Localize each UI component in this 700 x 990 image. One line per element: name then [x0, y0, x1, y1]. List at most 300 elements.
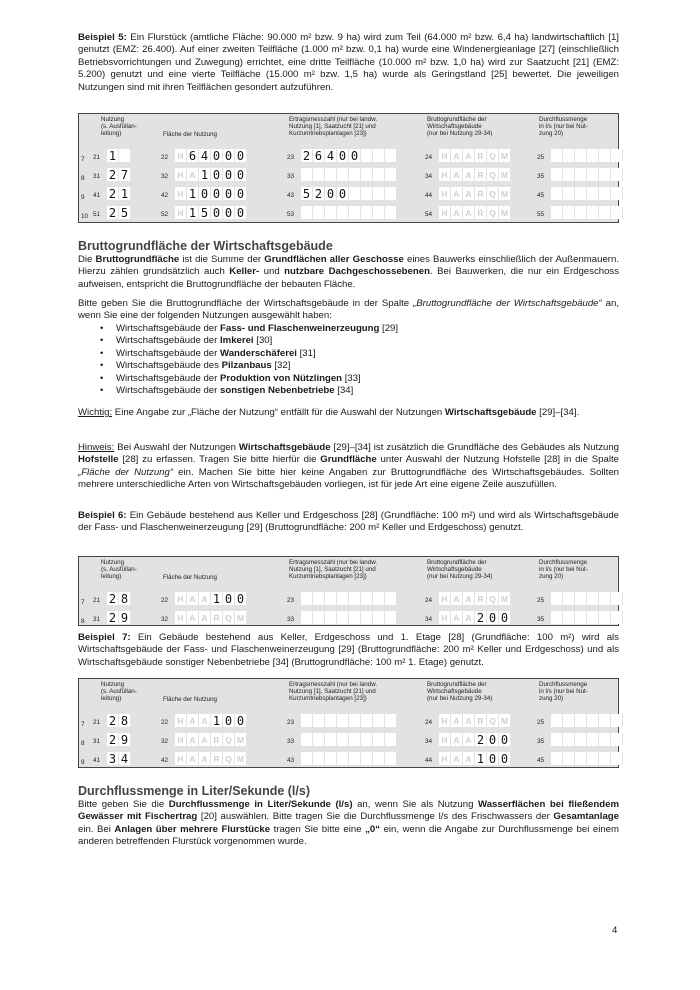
digit-box[interactable] [337, 168, 349, 181]
digit-box[interactable]: R [211, 752, 223, 765]
digit-box[interactable]: A [199, 752, 211, 765]
digit-box[interactable]: Q [223, 611, 235, 624]
digit-box[interactable] [313, 611, 325, 624]
digit-box[interactable]: 2 [107, 592, 119, 605]
digit-box[interactable] [337, 733, 349, 746]
digit-box[interactable]: 2 [475, 611, 487, 624]
bruttogrundflaeche-input[interactable] [439, 752, 511, 765]
digit-box[interactable]: 2 [107, 714, 119, 727]
digit-box[interactable]: H [175, 206, 187, 219]
digit-box[interactable]: Q [487, 168, 499, 181]
digit-box[interactable]: 0 [325, 187, 337, 200]
digit-box[interactable] [385, 149, 397, 162]
bruttogrundflaeche-input[interactable] [439, 187, 511, 200]
flaeche-input[interactable] [175, 187, 247, 200]
flaeche-input[interactable] [175, 168, 247, 181]
digit-box[interactable]: A [187, 592, 199, 605]
digit-box[interactable]: 2 [475, 733, 487, 746]
digit-box[interactable] [373, 149, 385, 162]
digit-box[interactable] [575, 733, 587, 746]
digit-box[interactable]: M [499, 168, 511, 181]
digit-box[interactable]: A [187, 752, 199, 765]
digit-box[interactable]: M [499, 714, 511, 727]
digit-box[interactable] [337, 592, 349, 605]
digit-box[interactable] [361, 592, 373, 605]
digit-box[interactable]: 9 [119, 611, 131, 624]
durchflussmenge-input[interactable] [551, 611, 623, 624]
flaeche-input[interactable] [175, 149, 247, 162]
digit-box[interactable]: Q [487, 149, 499, 162]
digit-box[interactable]: 4 [119, 752, 131, 765]
digit-box[interactable]: 9 [119, 733, 131, 746]
digit-box[interactable] [587, 752, 599, 765]
digit-box[interactable] [611, 206, 623, 219]
digit-box[interactable] [611, 187, 623, 200]
digit-box[interactable] [551, 187, 563, 200]
digit-box[interactable] [563, 206, 575, 219]
digit-box[interactable]: H [175, 187, 187, 200]
digit-box[interactable] [611, 168, 623, 181]
bruttogrundflaeche-input[interactable] [439, 733, 511, 746]
ertragsmesszahl-input[interactable] [301, 714, 397, 727]
digit-box[interactable]: 0 [223, 168, 235, 181]
digit-box[interactable]: H [439, 733, 451, 746]
digit-box[interactable] [361, 187, 373, 200]
digit-box[interactable]: 2 [107, 168, 119, 181]
digit-box[interactable]: R [475, 206, 487, 219]
digit-box[interactable] [587, 187, 599, 200]
digit-box[interactable] [551, 206, 563, 219]
digit-box[interactable]: A [463, 206, 475, 219]
digit-box[interactable]: 2 [107, 733, 119, 746]
digit-box[interactable]: 0 [223, 149, 235, 162]
digit-box[interactable] [599, 611, 611, 624]
digit-box[interactable]: H [175, 592, 187, 605]
digit-box[interactable] [301, 168, 313, 181]
digit-box[interactable] [587, 733, 599, 746]
digit-box[interactable]: M [235, 752, 247, 765]
digit-box[interactable] [611, 149, 623, 162]
digit-box[interactable] [551, 714, 563, 727]
digit-box[interactable] [575, 206, 587, 219]
digit-box[interactable]: 0 [235, 206, 247, 219]
nutzung-input[interactable] [107, 733, 131, 746]
ertragsmesszahl-input[interactable] [301, 752, 397, 765]
digit-box[interactable]: R [475, 187, 487, 200]
digit-box[interactable] [563, 592, 575, 605]
digit-box[interactable]: A [451, 168, 463, 181]
digit-box[interactable]: 0 [223, 206, 235, 219]
digit-box[interactable] [563, 733, 575, 746]
digit-box[interactable]: 0 [337, 149, 349, 162]
digit-box[interactable] [325, 206, 337, 219]
digit-box[interactable] [325, 714, 337, 727]
digit-box[interactable]: 0 [235, 714, 247, 727]
digit-box[interactable] [385, 752, 397, 765]
digit-box[interactable]: 1 [475, 752, 487, 765]
digit-box[interactable] [301, 592, 313, 605]
digit-box[interactable] [385, 611, 397, 624]
digit-box[interactable] [313, 206, 325, 219]
digit-box[interactable] [349, 733, 361, 746]
digit-box[interactable] [361, 149, 373, 162]
durchflussmenge-input[interactable] [551, 149, 623, 162]
digit-box[interactable]: 4 [199, 149, 211, 162]
digit-box[interactable]: 5 [301, 187, 313, 200]
digit-box[interactable] [373, 206, 385, 219]
digit-box[interactable] [575, 149, 587, 162]
digit-box[interactable] [551, 733, 563, 746]
digit-box[interactable] [575, 168, 587, 181]
flaeche-input[interactable] [175, 592, 247, 605]
digit-box[interactable] [301, 206, 313, 219]
digit-box[interactable] [551, 752, 563, 765]
digit-box[interactable] [325, 752, 337, 765]
digit-box[interactable] [349, 206, 361, 219]
digit-box[interactable]: 4 [325, 149, 337, 162]
digit-box[interactable]: A [451, 187, 463, 200]
ertragsmesszahl-input[interactable] [301, 592, 397, 605]
digit-box[interactable] [551, 149, 563, 162]
digit-box[interactable] [361, 206, 373, 219]
digit-box[interactable] [611, 611, 623, 624]
digit-box[interactable]: H [439, 187, 451, 200]
digit-box[interactable] [349, 752, 361, 765]
durchflussmenge-input[interactable] [551, 187, 623, 200]
digit-box[interactable]: 0 [223, 714, 235, 727]
digit-box[interactable] [119, 149, 131, 162]
digit-box[interactable]: R [211, 733, 223, 746]
digit-box[interactable] [575, 611, 587, 624]
digit-box[interactable]: M [235, 733, 247, 746]
wichtig-note: Wichtig: Eine Angabe zur „Fläche der Nutzung“ entfällt für die Auswahl der Nutzungen Wirtschaftsgebäude [29]–[34]. [78, 407, 580, 418]
bruttogrundflaeche-input[interactable] [439, 714, 511, 727]
digit-box[interactable] [325, 592, 337, 605]
digit-box[interactable]: 6 [313, 149, 325, 162]
digit-box[interactable]: A [199, 714, 211, 727]
digit-box[interactable]: 1 [187, 187, 199, 200]
digit-box[interactable]: A [463, 611, 475, 624]
digit-box[interactable]: A [463, 733, 475, 746]
digit-box[interactable]: 0 [487, 611, 499, 624]
digit-box[interactable] [385, 733, 397, 746]
digit-box[interactable] [611, 714, 623, 727]
digit-box[interactable]: 0 [235, 187, 247, 200]
durchflussmenge-input[interactable] [551, 592, 623, 605]
digit-box[interactable]: H [439, 752, 451, 765]
digit-box[interactable] [587, 206, 599, 219]
digit-box[interactable]: A [451, 733, 463, 746]
bruttogrundflaeche-input[interactable] [439, 149, 511, 162]
digit-box[interactable]: A [451, 206, 463, 219]
digit-box[interactable]: Q [223, 752, 235, 765]
digit-box[interactable] [373, 187, 385, 200]
digit-box[interactable]: 3 [107, 752, 119, 765]
digit-box[interactable] [361, 714, 373, 727]
digit-box[interactable]: 0 [211, 187, 223, 200]
digit-box[interactable]: 0 [487, 733, 499, 746]
digit-box[interactable]: 2 [313, 187, 325, 200]
digit-box[interactable]: R [475, 168, 487, 181]
digit-box[interactable]: H [439, 611, 451, 624]
ertragsmesszahl-input[interactable] [301, 206, 397, 219]
flaeche-input[interactable] [175, 206, 247, 219]
digit-box[interactable]: 0 [499, 611, 511, 624]
field-code: 25 [537, 597, 545, 604]
durchflussmenge-input[interactable] [551, 206, 623, 219]
digit-box[interactable] [385, 168, 397, 181]
digit-box[interactable]: 7 [119, 168, 131, 181]
digit-box[interactable] [563, 714, 575, 727]
digit-box[interactable]: A [187, 611, 199, 624]
digit-box[interactable]: M [235, 611, 247, 624]
digit-box[interactable] [563, 752, 575, 765]
digit-box[interactable]: 5 [199, 206, 211, 219]
digit-box[interactable] [587, 592, 599, 605]
digit-box[interactable]: 0 [223, 187, 235, 200]
digit-box[interactable]: Q [487, 714, 499, 727]
flaeche-input[interactable] [175, 752, 247, 765]
digit-box[interactable] [325, 168, 337, 181]
ertragsmesszahl-input[interactable] [301, 187, 397, 200]
nutzung-input[interactable] [107, 168, 131, 181]
digit-box[interactable]: 0 [499, 752, 511, 765]
digit-box[interactable]: A [451, 611, 463, 624]
digit-box[interactable] [385, 714, 397, 727]
digit-box[interactable] [361, 752, 373, 765]
digit-box[interactable]: A [451, 714, 463, 727]
digit-box[interactable]: R [475, 592, 487, 605]
digit-box[interactable]: 0 [337, 187, 349, 200]
durchflussmenge-input[interactable] [551, 714, 623, 727]
digit-box[interactable]: A [187, 168, 199, 181]
digit-box[interactable] [373, 714, 385, 727]
digit-box[interactable]: Q [487, 592, 499, 605]
digit-box[interactable] [611, 592, 623, 605]
flaeche-input[interactable] [175, 714, 247, 727]
digit-box[interactable] [563, 187, 575, 200]
digit-box[interactable] [349, 611, 361, 624]
digit-box[interactable]: 0 [487, 752, 499, 765]
digit-box[interactable] [325, 611, 337, 624]
digit-box[interactable] [599, 187, 611, 200]
digit-box[interactable] [325, 733, 337, 746]
digit-box[interactable] [313, 733, 325, 746]
flaeche-input[interactable] [175, 611, 247, 624]
bruttogrundflaeche-input[interactable] [439, 611, 511, 624]
digit-box[interactable]: M [499, 149, 511, 162]
digit-box[interactable] [361, 611, 373, 624]
digit-box[interactable]: A [187, 714, 199, 727]
nutzung-input[interactable] [107, 714, 131, 727]
digit-box[interactable]: A [187, 733, 199, 746]
digit-box[interactable]: 1 [199, 168, 211, 181]
digit-box[interactable]: H [439, 206, 451, 219]
digit-box[interactable] [575, 714, 587, 727]
nutzung-input[interactable] [107, 592, 131, 605]
ertragsmesszahl-input[interactable] [301, 611, 397, 624]
digit-box[interactable] [337, 752, 349, 765]
digit-box[interactable]: H [175, 611, 187, 624]
digit-box[interactable] [575, 187, 587, 200]
digit-box[interactable]: A [463, 149, 475, 162]
digit-box[interactable] [599, 714, 611, 727]
digit-box[interactable] [361, 168, 373, 181]
digit-box[interactable]: 8 [119, 714, 131, 727]
ertragsmesszahl-input[interactable] [301, 168, 397, 181]
digit-box[interactable] [611, 752, 623, 765]
digit-box[interactable] [385, 187, 397, 200]
digit-box[interactable] [385, 206, 397, 219]
digit-box[interactable]: 8 [119, 592, 131, 605]
nutzung-input[interactable] [107, 149, 131, 162]
digit-box[interactable] [349, 592, 361, 605]
durchflussmenge-input[interactable] [551, 733, 623, 746]
digit-box[interactable] [587, 714, 599, 727]
digit-box[interactable]: A [451, 149, 463, 162]
digit-box[interactable]: H [175, 168, 187, 181]
digit-box[interactable]: 2 [107, 187, 119, 200]
digit-box[interactable] [337, 714, 349, 727]
digit-box[interactable]: 0 [499, 733, 511, 746]
digit-box[interactable] [373, 752, 385, 765]
bruttogrundflaeche-input[interactable] [439, 592, 511, 605]
nutzung-input[interactable] [107, 187, 131, 200]
digit-box[interactable] [313, 592, 325, 605]
digit-box[interactable]: A [463, 752, 475, 765]
digit-box[interactable]: H [175, 733, 187, 746]
digit-box[interactable]: 2 [107, 206, 119, 219]
digit-box[interactable]: M [499, 187, 511, 200]
digit-box[interactable]: 0 [211, 206, 223, 219]
digit-box[interactable] [337, 206, 349, 219]
bruttogrundflaeche-input[interactable] [439, 206, 511, 219]
digit-box[interactable] [385, 592, 397, 605]
digit-box[interactable] [599, 592, 611, 605]
digit-box[interactable] [587, 149, 599, 162]
ertragsmesszahl-input[interactable] [301, 149, 397, 162]
digit-box[interactable] [611, 733, 623, 746]
digit-box[interactable]: Q [487, 187, 499, 200]
digit-box[interactable] [313, 752, 325, 765]
digit-box[interactable] [599, 149, 611, 162]
digit-box[interactable] [301, 733, 313, 746]
flaeche-input[interactable] [175, 733, 247, 746]
digit-box[interactable] [563, 149, 575, 162]
digit-box[interactable] [349, 168, 361, 181]
digit-box[interactable] [373, 592, 385, 605]
digit-box[interactable] [301, 714, 313, 727]
digit-box[interactable]: 0 [211, 168, 223, 181]
digit-box[interactable]: H [439, 592, 451, 605]
digit-box[interactable]: 2 [301, 149, 313, 162]
nutzung-input[interactable] [107, 752, 131, 765]
digit-box[interactable]: 1 [187, 206, 199, 219]
digit-box[interactable] [373, 733, 385, 746]
digit-box[interactable] [349, 187, 361, 200]
digit-box[interactable]: 0 [235, 149, 247, 162]
digit-box[interactable]: M [499, 592, 511, 605]
digit-box[interactable]: A [451, 752, 463, 765]
digit-box[interactable]: R [211, 611, 223, 624]
bruttogrundflaeche-input[interactable] [439, 168, 511, 181]
digit-box[interactable]: 0 [199, 187, 211, 200]
digit-box[interactable]: A [463, 714, 475, 727]
digit-box[interactable] [551, 611, 563, 624]
digit-box[interactable] [575, 592, 587, 605]
digit-box[interactable] [361, 733, 373, 746]
digit-box[interactable]: 1 [107, 149, 119, 162]
digit-box[interactable]: A [463, 168, 475, 181]
digit-box[interactable]: A [199, 733, 211, 746]
digit-box[interactable]: 6 [187, 149, 199, 162]
digit-box[interactable] [337, 611, 349, 624]
digit-box[interactable] [373, 611, 385, 624]
digit-box[interactable] [563, 611, 575, 624]
digit-box[interactable] [373, 168, 385, 181]
durchflussmenge-input[interactable] [551, 168, 623, 181]
digit-box[interactable]: Q [223, 733, 235, 746]
digit-box[interactable] [599, 752, 611, 765]
digit-box[interactable] [349, 714, 361, 727]
digit-box[interactable]: R [475, 149, 487, 162]
digit-box[interactable] [587, 611, 599, 624]
digit-box[interactable] [599, 168, 611, 181]
ertragsmesszahl-input[interactable] [301, 733, 397, 746]
digit-box[interactable] [313, 168, 325, 181]
digit-box[interactable] [301, 752, 313, 765]
digit-box[interactable]: Q [487, 206, 499, 219]
digit-box[interactable]: H [175, 149, 187, 162]
digit-box[interactable]: 0 [235, 168, 247, 181]
digit-box[interactable]: 2 [107, 611, 119, 624]
digit-box[interactable]: A [463, 592, 475, 605]
digit-box[interactable] [551, 168, 563, 181]
digit-box[interactable] [575, 752, 587, 765]
digit-box[interactable]: A [451, 592, 463, 605]
digit-box[interactable] [563, 168, 575, 181]
digit-box[interactable] [599, 733, 611, 746]
digit-box[interactable]: A [199, 592, 211, 605]
digit-box[interactable] [587, 168, 599, 181]
digit-box[interactable]: 1 [211, 714, 223, 727]
digit-box[interactable] [313, 714, 325, 727]
digit-box[interactable]: R [475, 714, 487, 727]
digit-box[interactable]: 0 [235, 592, 247, 605]
digit-box[interactable]: 0 [349, 149, 361, 162]
field-code: 41 [93, 192, 101, 199]
digit-box[interactable]: M [499, 206, 511, 219]
digit-box[interactable]: H [175, 752, 187, 765]
digit-box[interactable]: 1 [211, 592, 223, 605]
digit-box[interactable]: A [199, 611, 211, 624]
durchflussmenge-input[interactable] [551, 752, 623, 765]
nutzung-input[interactable] [107, 206, 131, 219]
digit-box[interactable]: 1 [119, 187, 131, 200]
digit-box[interactable] [599, 206, 611, 219]
digit-box[interactable]: H [175, 714, 187, 727]
digit-box[interactable]: H [439, 714, 451, 727]
digit-box[interactable]: H [439, 149, 451, 162]
digit-box[interactable]: 0 [211, 149, 223, 162]
digit-box[interactable] [301, 611, 313, 624]
digit-box[interactable]: 0 [223, 592, 235, 605]
digit-box[interactable] [551, 592, 563, 605]
digit-box[interactable]: 5 [119, 206, 131, 219]
digit-box[interactable]: A [463, 187, 475, 200]
digit-box[interactable]: H [439, 168, 451, 181]
nutzung-input[interactable] [107, 611, 131, 624]
